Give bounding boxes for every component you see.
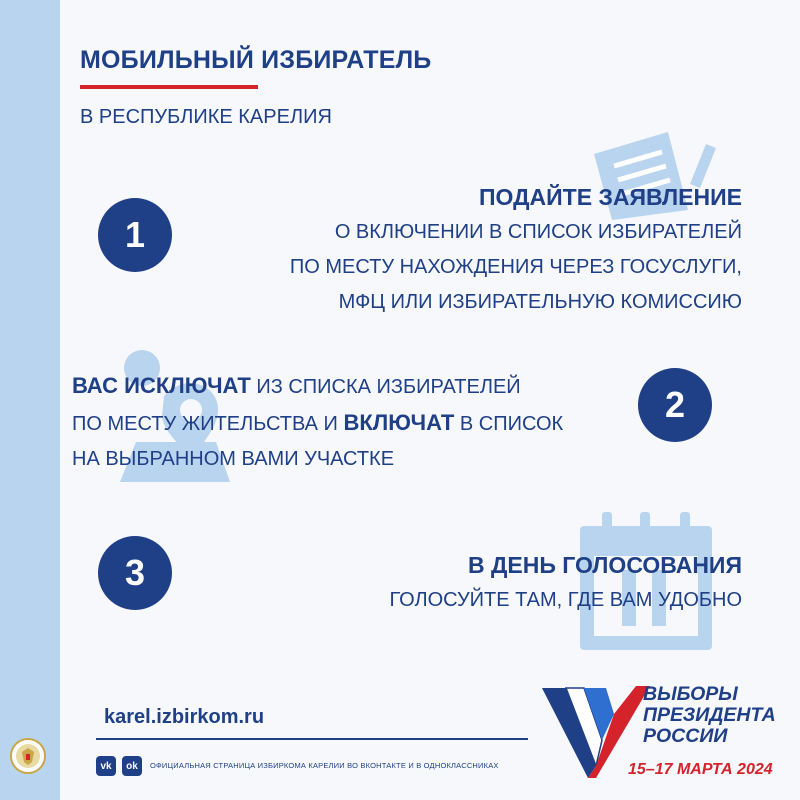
step-2-bold-excluded: ВАС ИСКЛЮЧАТ: [72, 373, 251, 398]
step-1-number: 1: [98, 198, 172, 272]
page-subtitle: В РЕСПУБЛИКЕ КАРЕЛИЯ: [80, 106, 332, 128]
election-date: 15–17 МАРТА 2024: [628, 761, 773, 778]
step-2-bold-included: ВКЛЮЧАТ: [343, 410, 455, 435]
social-caption: ОФИЦИАЛЬНАЯ СТРАНИЦА ИЗБИРКОМА КАРЕЛИИ ВО ВКОНТАКТЕ И В ОДНОКЛАССНИКАХ: [150, 761, 499, 770]
step-1-heading: ПОДАЙТЕ ЗАЯВЛЕНИЕ: [479, 184, 742, 210]
title-underline: [80, 85, 258, 89]
vk-icon[interactable]: vk: [96, 756, 116, 776]
step-1-line: ПО МЕСТУ НАХОЖДЕНИЯ ЧЕРЕЗ ГОСУСЛУГИ,: [289, 256, 742, 278]
step-1-text: [290, 180, 742, 320]
step-3-heading: В ДЕНЬ ГОЛОСОВАНИЯ: [467, 552, 742, 578]
election-title: ВЫБОРЫ ПРЕЗИДЕНТА РОССИИ: [643, 683, 776, 747]
step-3-line: ГОЛОСУЙТЕ ТАМ, ГДЕ ВАМ УДОБНО: [389, 589, 742, 611]
step-2-line: ПО МЕСТУ ЖИТЕЛЬСТВА И ВКЛЮЧАТ В СПИСОК: [72, 410, 564, 435]
left-stripe: [0, 0, 60, 800]
step-3-text: [389, 548, 742, 618]
site-link[interactable]: karel.izbirkom.ru: [104, 706, 265, 728]
step-2-number: 2: [638, 368, 712, 442]
step-2-line: ВАС ИСКЛЮЧАТ ИЗ СПИСКА ИЗБИРАТЕЛЕЙ: [72, 373, 521, 398]
step-2-line: НА ВЫБРАННОМ ВАМИ УЧАСТКЕ: [72, 448, 395, 470]
footer-divider: [96, 738, 528, 740]
step-1-line: О ВКЛЮЧЕНИИ В СПИСОК ИЗБИРАТЕЛЕЙ: [334, 221, 742, 243]
emblem-icon: [10, 738, 46, 774]
step-3-number: 3: [98, 536, 172, 610]
step-2-text: [72, 368, 563, 477]
step-1-line: МФЦ ИЛИ ИЗБИРАТЕЛЬНУЮ КОМИССИЮ: [338, 291, 742, 313]
page-title: МОБИЛЬНЫЙ ИЗБИРАТЕЛЬ: [80, 46, 432, 74]
ok-icon[interactable]: ok: [122, 756, 142, 776]
